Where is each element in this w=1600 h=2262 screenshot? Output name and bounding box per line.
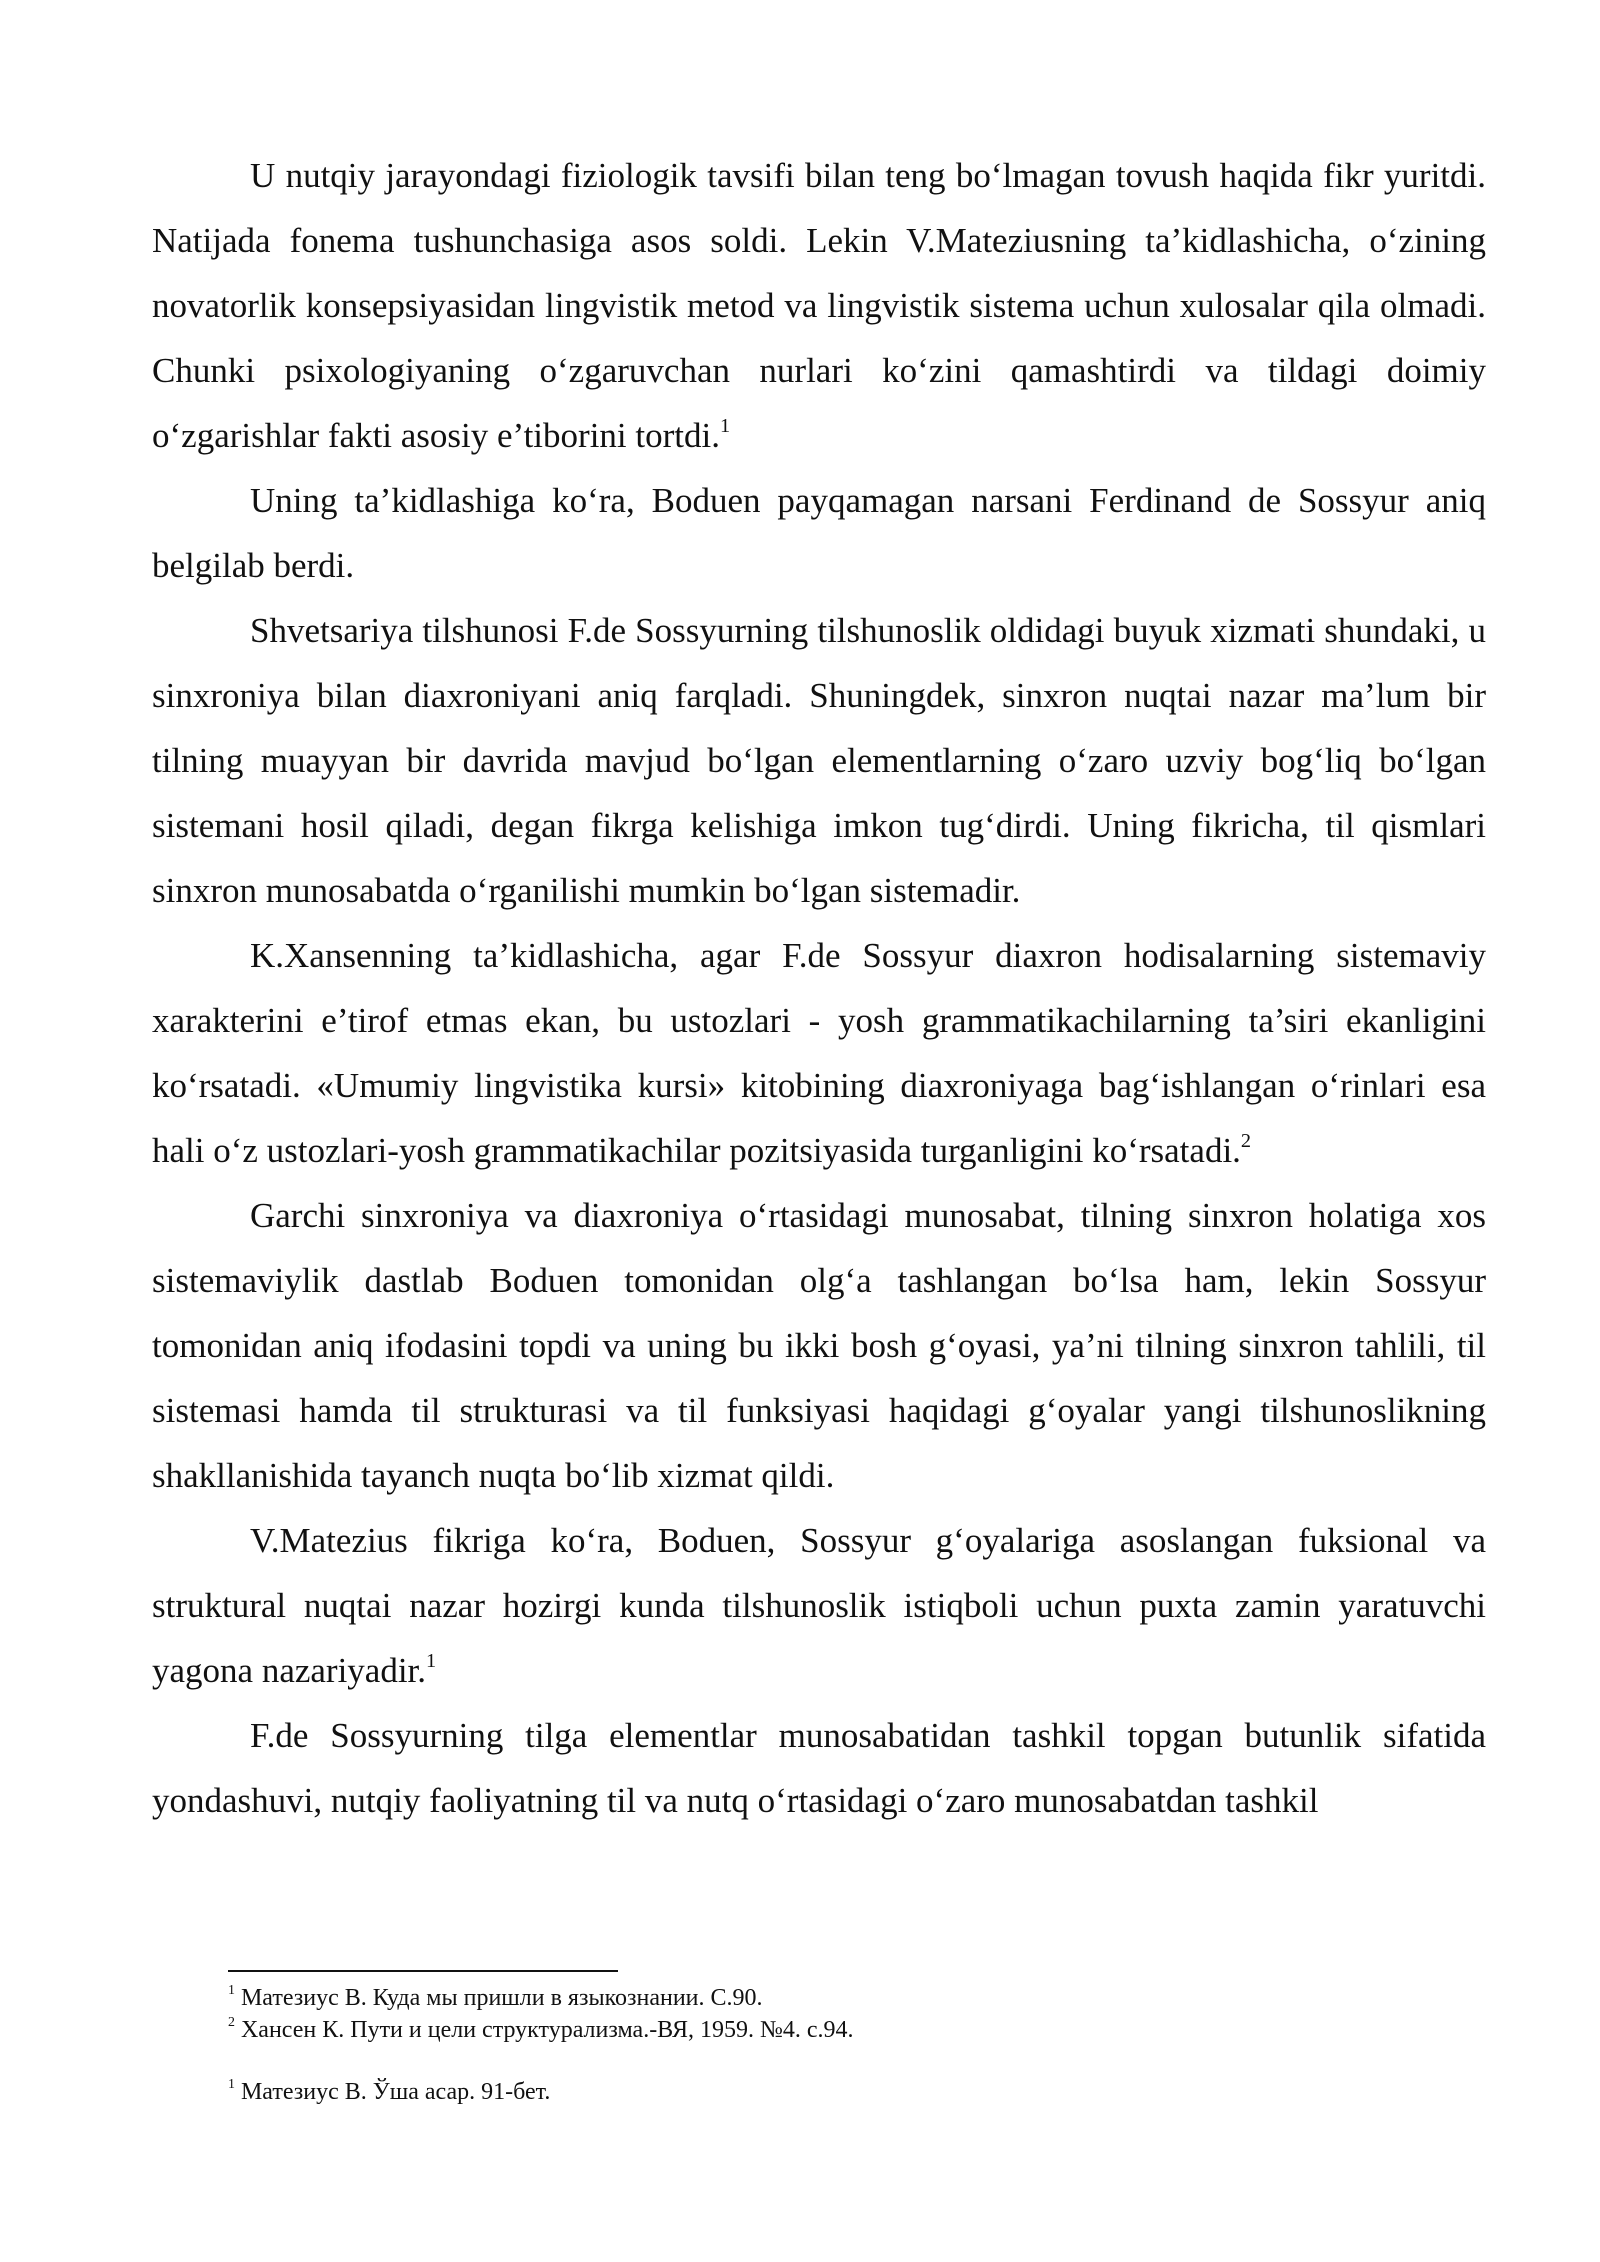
footnote (228, 2014, 1428, 2046)
footnote-ref[interactable]: 2 (1240, 1130, 1252, 1153)
footnotes (228, 1982, 1428, 2108)
paragraph-text: Garchi sinxroniya va diaxroniya o‘rtasidagi munosabat, tilning sinxron holatiga xos sistemaviylik dastlab Boduen tomonidan olg‘a tashlangan bo‘lsa ham, lekin Sossyur tomonidan aniq ifodasini topdi va uning bu ikki bosh g‘oyasi, ya’ni tilning sinxron tahlili, til sistemasi hamda til strukturasi va til funksiyasi haqidagi g‘oyalar yangi tilshunoslikning shakllanishida tayanch nuqta bo‘lib xizmat qildi. (152, 1196, 1486, 1495)
footnote-text: Матезиус В. Ўша асар. 91-бет. (240, 2079, 551, 2105)
paragraph-text: F.de Sossyurning tilga elementlar munosabatidan tashkil topgan butunlik sifatida yondashuvi, nutqiy faoliyatning til va nutq o‘rtasidagi o‘zaro munosabatdan tashkil (152, 1716, 1486, 1820)
paragraph-text: V.Matezius fikriga ko‘ra, Boduen, Sossyur g‘oyalariga asoslangan fuksional va struktural nuqtai nazar hozirgi kunda tilshunoslik istiqboli uchun puxta zamin yaratuvchi yagona nazariyadir. (152, 1521, 1486, 1690)
paragraph (152, 923, 1486, 1183)
footnote-ref[interactable]: 1 (719, 415, 731, 438)
paragraph (152, 1703, 1486, 1833)
paragraph (152, 143, 1486, 468)
footnote-text: Хансен К. Пути и цели структурализма.-ВЯ, 1959. №4. с.94. (240, 2017, 854, 2043)
footnote-separator (228, 1970, 618, 1972)
footnote-mark: 2 (228, 2015, 235, 2030)
footnote-text: Матезиус В. Куда мы пришли в языкознании. С.90. (240, 1985, 763, 2011)
paragraph-text: Shvetsariya tilshunosi F.de Sossyurning tilshunoslik oldidagi buyuk xizmati shundaki, u sinxroniya bilan diaxroniyani aniq farqladi. Shuningdek, sinxron nuqtai nazar ma’lum bir tilning muayyan bir davrida mavjud bo‘lgan elementlarning o‘zaro uzviy bog‘liq bo‘lgan sistemani hosil qiladi, degan fikrga kelishiga imkon tug‘dirdi. Uning fikricha, til qismlari sinxron munosabatda o‘rganilishi mumkin bo‘lgan sistemadir. (152, 611, 1486, 910)
paragraph-text: Uning ta’kidlashiga ko‘ra, Boduen payqamagan narsani Ferdinand de Sossyur aniq belgilab berdi. (152, 481, 1486, 585)
paragraph (152, 468, 1486, 598)
footnote (228, 2076, 1428, 2108)
footnote (228, 1982, 1428, 2014)
paragraph (152, 1508, 1486, 1703)
footnote-mark: 1 (228, 2077, 235, 2092)
footnote-mark: 1 (228, 1983, 235, 1998)
footnote-ref[interactable]: 1 (426, 1650, 437, 1673)
paragraph-text: U nutqiy jarayondagi fiziologik tavsifi bilan teng bo‘lmagan tovush haqida fikr yuritdi. Natijada fonema tushunchasiga asos soldi. Lekin V.Mateziusning ta’kidlashicha, o‘zining novatorlik konsepsiyasidan lingvistik metod va lingvistik sistema uchun xulosalar qila olmadi. Chunki psixologiyaning o‘zgaruvchan nurlari ko‘zini qamashtirdi va tildagi doimiy o‘zgarishlar fakti asosiy e’tiborini tortdi. (152, 156, 1486, 455)
paragraph-text: K.Xansenning ta’kidlashicha, agar F.de Sossyur diaxron hodisalarning sistemaviy xarakterini e’tirof etmas ekan, bu ustozlari - yosh grammatikachilarning ta’siri ekanligini ko‘rsatadi. «Umumiy lingvistika kursi» kitobining diaxroniyaga bag‘ishlangan o‘rinlari esa hali o‘z ustozlari-yosh grammatikachilar pozitsiyasida turganligini ko‘rsatadi. (152, 936, 1486, 1170)
paragraph (152, 598, 1486, 923)
paragraph (152, 1183, 1486, 1508)
body-text (152, 143, 1486, 1833)
